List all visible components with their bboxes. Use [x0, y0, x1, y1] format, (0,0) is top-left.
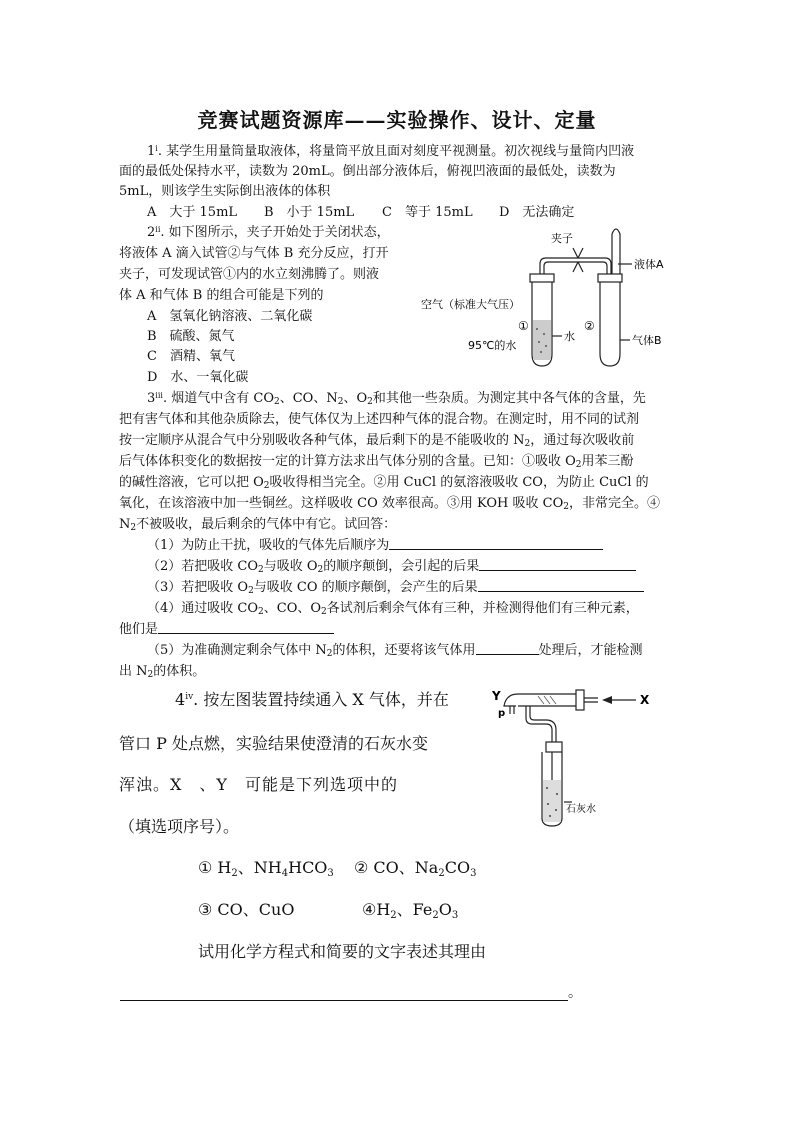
q2-apparatus-figure	[418, 224, 688, 376]
q4-option-3: ③ CO、CuO	[198, 900, 295, 919]
q4-option-1: ① $H_2$、$NH_4HCO_3$	[198, 858, 334, 879]
q3-subquestion-1: （1）为防止干扰，吸收的气体先后顺序为	[147, 537, 603, 555]
q2-line-1: 2$^{ii}$. 如下图所示，夹子开始处于关闭状态，	[147, 225, 390, 240]
q3-subquestion-3: （3）若把吸收 $O_2$与吸收 CO 的顺序颠倒，会产生的后果	[147, 579, 644, 597]
q3-subquestion-5-cont: 出 $N_2$的体积。	[119, 664, 206, 680]
q4-answer-line[interactable]	[120, 1000, 568, 1001]
q1-line-3: 5mL，则该学生实际倒出液体的体积	[119, 184, 331, 199]
air-label: 空气（标准大气压）	[421, 298, 520, 311]
q2-option-a: A 氢氧化钠溶液、二氧化碳	[147, 309, 313, 324]
q4-reason-prompt: 试用化学方程式和简要的文字表述其理由	[198, 942, 487, 961]
q2-option-b: B 硫酸、氮气	[147, 329, 235, 344]
q1-option-a: A 大于 15mL	[147, 205, 238, 220]
q2-line-2: 将液体 A 滴入试管②与气体 B 充分反应，打开	[119, 246, 389, 261]
q1-line-1: 1$^i$. 某学生用量筒量取液体，将量筒平放且面对刻度平视测量。初次视线与量筒内凹液	[147, 144, 635, 159]
p-label: p	[498, 708, 506, 719]
y-label: Y	[492, 689, 501, 703]
q4-line-4: （填选项序号）。	[119, 817, 240, 836]
q2-option-c: C 酒精、氧气	[147, 349, 235, 364]
liquid-a-label: 液体A	[634, 258, 664, 271]
q3-subquestion-5: （5）为准确测定剩余气体中 $N_2$的体积，还要将该气体用 处理后，才能检测	[147, 643, 643, 659]
answer-blank-1[interactable]	[389, 537, 603, 550]
q3-subquestion-2: （2）若把吸收 $CO_2$与吸收 $O_2$的顺序颠倒，会引起的后果	[147, 558, 636, 576]
q3-line-5: 的碱性溶液，它可以把 $O_2$吸收得相当完全。②用 CuCl 的氨溶液吸收 CO，为防止 CuCl 的	[119, 475, 649, 491]
gas-b-label: 气体B	[632, 334, 662, 347]
q4-option-2: ② CO、$Na_2CO_3$	[354, 858, 477, 879]
q3-subquestion-4: （4）通过吸收 $CO_2$、CO、$O_2$各试剂后剩余气体有三种，并检测得他们有三种元素，	[147, 601, 639, 617]
q2-line-4: 体 A 和气体 B 的组合可能是下列的	[119, 288, 324, 303]
answer-blank-4[interactable]	[158, 621, 334, 634]
limewater-label: 石灰水	[566, 804, 596, 815]
answer-blank-5[interactable]	[476, 642, 539, 655]
q3-subquestion-4-cont: 他们是	[119, 621, 334, 639]
clamp-label: 夹子	[551, 232, 573, 245]
q3-line-1: 3$^{iii}$. 烟道气中含有 $CO_2$、CO、$N_2$、$O_2$和其他一些杂质。为测定其中各气体的含量，先	[147, 391, 646, 407]
q4-end-mark: 。	[568, 985, 582, 1001]
q2-line-3: 夹子，可发现试管①内的水立刻沸腾了。则液	[119, 267, 380, 282]
q4-option-4: $④H_2$、$Fe_2O_3$	[362, 900, 459, 921]
q1-option-c: C 等于 15mL	[382, 205, 473, 220]
q3-line-2: 把有害气体和其他杂质除去，使气体仅为上述四种气体的混合物。在测定时，用不同的试剂	[119, 412, 640, 427]
q3-line-3: 按一定顺序从混合气中分别吸收各种气体，最后剩下的是不能吸收的 $N_2$，通过每次吸收前	[119, 433, 635, 449]
q4-apparatus-figure	[488, 684, 688, 830]
answer-blank-3[interactable]	[478, 579, 644, 592]
q4-line-2: 管口 P 处点燃，实验结果使澄清的石灰水变	[119, 734, 428, 753]
q3-line-7: $N_2$不被吸收，最后剩余的气体中有它。试回答：	[119, 517, 397, 533]
page-title: 竞赛试题资源库——实验操作、设计、定量	[197, 108, 597, 132]
tube-1-label: ①	[518, 319, 529, 333]
hot-water-label: 95℃的水	[468, 339, 517, 352]
q3-line-6: 氧化，在该溶液中加一些铜丝。这样吸收 CO 效率很高。③用 KOH 吸收 $CO_2$，非常完全。④	[119, 496, 660, 512]
q4-line-3: 浑浊。X 、Y 可能是下列选项中的	[119, 775, 398, 794]
q4-line-1: 4$^{iv}$. 按左图装置持续通入 X 气体，并在	[175, 690, 449, 709]
q3-line-4: 后气体体积变化的数据按一定的计算方法求出气体分别的含量。已知：①吸收 $O_2$用苯三酚	[119, 454, 634, 470]
tube-2-label: ②	[584, 319, 595, 333]
q2-option-d: D 水、一氧化碳	[147, 370, 249, 385]
x-label: X	[640, 693, 650, 707]
q1-option-d: D 无法确定	[499, 205, 575, 220]
answer-blank-2[interactable]	[479, 558, 636, 571]
water-label: 水	[564, 330, 575, 343]
q1-options	[147, 204, 574, 222]
q1-line-2: 面的最低处保持水平，读数为 20mL。倒出部分液体后，俯视凹液面的最低处，读数为	[119, 164, 616, 179]
q1-option-b: B 小于 15mL	[264, 205, 355, 220]
